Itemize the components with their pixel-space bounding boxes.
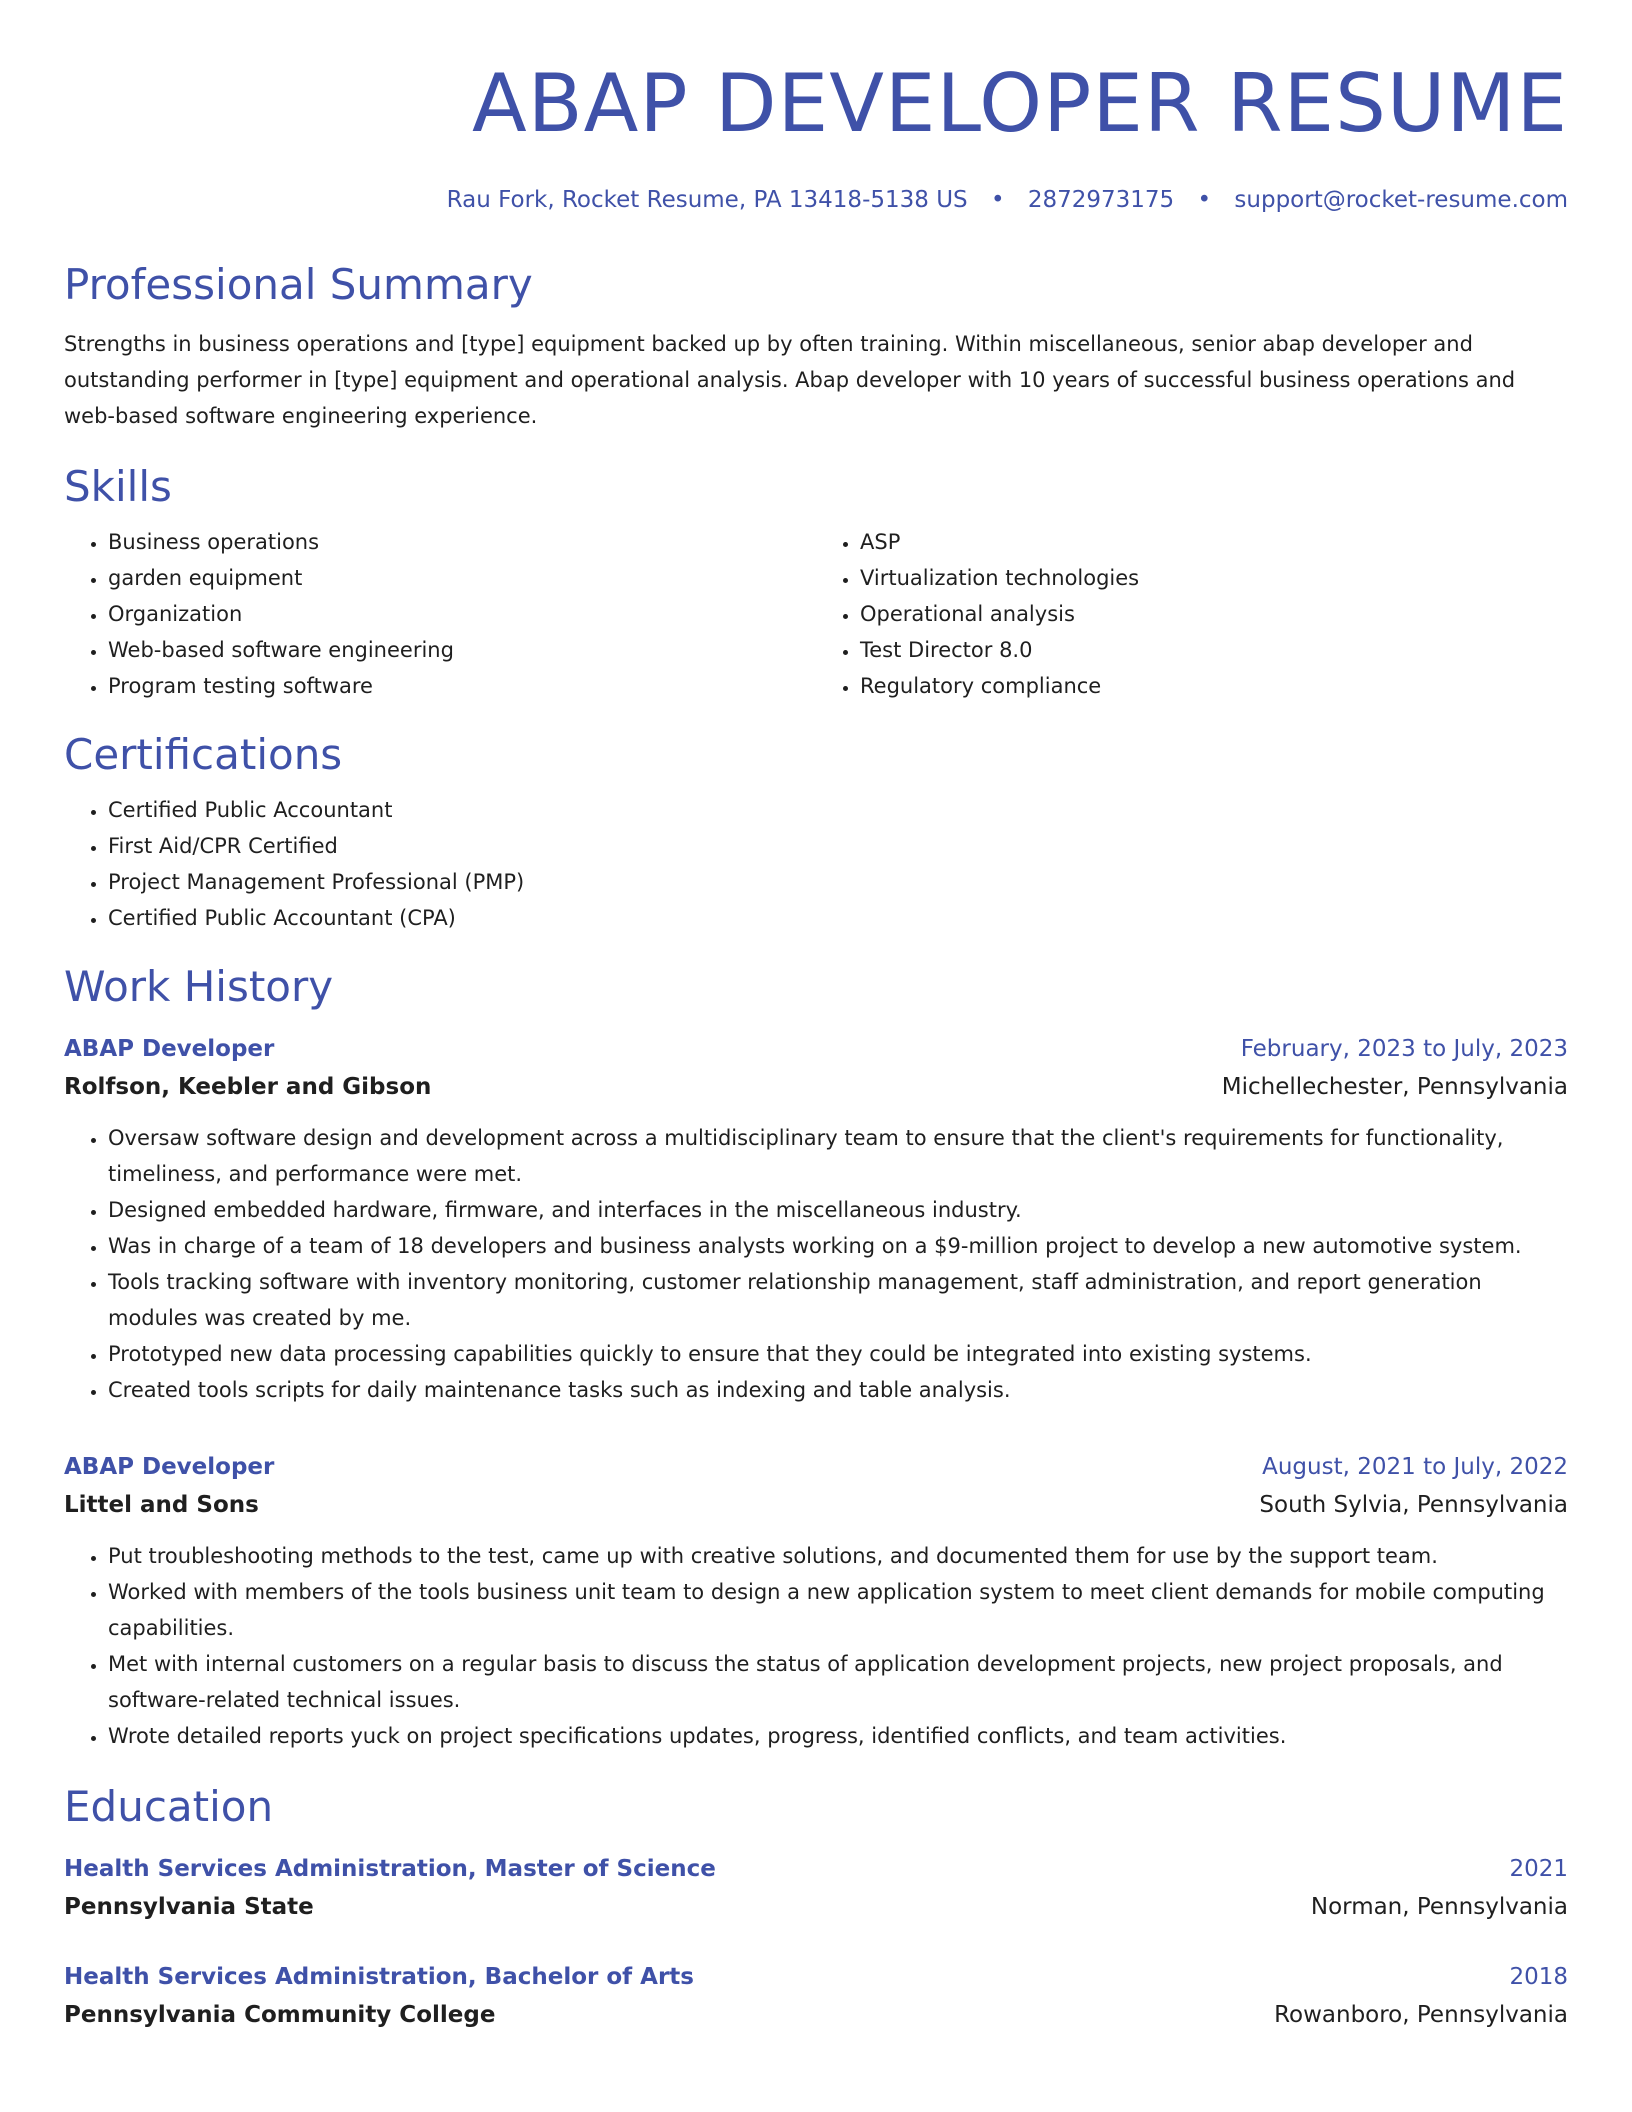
job-dates: August, 2021 to July, 2022 bbox=[1262, 1454, 1568, 1480]
contact-phone: 2872973175 bbox=[1027, 187, 1175, 213]
skill-item: • Program testing software bbox=[108, 668, 816, 704]
job-duty: • Worked with members of the tools business unit team to design a new application system to meet client demands for mobile computing capabilities. bbox=[108, 1574, 1568, 1646]
contact-address: Rau Fork, Rocket Resume, PA 13418-5138 US bbox=[446, 187, 968, 213]
skills-grid bbox=[64, 524, 1568, 704]
job-role: ABAP Developer bbox=[64, 1454, 275, 1480]
job-duty: • Met with internal customers on a regular basis to discuss the status of application development projects, new project proposals, and software-related technical issues. bbox=[108, 1646, 1568, 1718]
education-school-row bbox=[64, 1996, 1568, 2034]
summary-text: Strengths in business operations and [type] equipment backed up by often training. Within miscellaneous, senior abap developer and outstanding performer in [type] equipment and operational analysis. Abap developer with 10 years of successful business operations and web-based software engineering experience. bbox=[64, 332, 1516, 428]
skill-item: • Virtualization technologies bbox=[860, 560, 1568, 596]
skills-column-left bbox=[64, 524, 816, 704]
summary-heading: Professional Summary bbox=[64, 260, 533, 309]
skill-item: • Web-based software engineering bbox=[108, 632, 816, 668]
certifications-list bbox=[64, 792, 1568, 936]
job-duty: • Designed embedded hardware, firmware, and interfaces in the miscellaneous industry. bbox=[108, 1192, 1568, 1228]
skills-list-right bbox=[816, 524, 1568, 704]
work-history-heading: Work History bbox=[64, 962, 334, 1011]
skills-section bbox=[64, 462, 1568, 704]
certifications-section bbox=[64, 730, 1568, 936]
skill-item: • Test Director 8.0 bbox=[860, 632, 1568, 668]
contact-separator: • bbox=[1197, 187, 1212, 213]
skill-item: • garden equipment bbox=[108, 560, 816, 596]
skills-column-right bbox=[816, 524, 1568, 704]
skills-heading: Skills bbox=[64, 462, 172, 511]
skill-item: • Regulatory compliance bbox=[860, 668, 1568, 704]
job-entry bbox=[64, 1448, 1568, 1754]
job-duties-list bbox=[64, 1538, 1568, 1754]
certification-item: • Project Management Professional (PMP) bbox=[108, 864, 1568, 900]
contact-line bbox=[64, 186, 1568, 214]
certification-item: • Certified Public Accountant bbox=[108, 792, 1568, 828]
job-location: South Sylvia, Pennsylvania bbox=[1259, 1492, 1568, 1518]
education-degree-row bbox=[64, 1850, 1568, 1888]
education-year: 2021 bbox=[1509, 1856, 1568, 1882]
education-entry bbox=[64, 1958, 1568, 2034]
job-location: Michellechester, Pennsylvania bbox=[1221, 1074, 1568, 1100]
education-school: Pennsylvania State bbox=[64, 1894, 314, 1920]
job-duty: • Prototyped new data processing capabilities quickly to ensure that they could be integrated into existing systems. bbox=[108, 1336, 1568, 1372]
work-history-section bbox=[64, 962, 1568, 1754]
job-role: ABAP Developer bbox=[64, 1036, 275, 1062]
education-section bbox=[64, 1782, 1568, 2034]
skill-item: • Organization bbox=[108, 596, 816, 632]
certification-item: • Certified Public Accountant (CPA) bbox=[108, 900, 1568, 936]
job-duty: • Wrote detailed reports yuck on project specifications updates, progress, identified conflicts, and team activities. bbox=[108, 1718, 1568, 1754]
job-duty: • Was in charge of a team of 18 developers and business analysts working on a $9-million project to develop a new automotive system. bbox=[108, 1228, 1568, 1264]
education-heading: Education bbox=[64, 1782, 274, 1831]
job-header-row bbox=[64, 1030, 1568, 1068]
education-location: Rowanboro, Pennsylvania bbox=[1274, 2002, 1568, 2028]
education-school: Pennsylvania Community College bbox=[64, 2002, 496, 2028]
contact-email: support@rocket-resume.com bbox=[1234, 187, 1568, 213]
skill-item: • ASP bbox=[860, 524, 1568, 560]
job-duty: • Created tools scripts for daily maintenance tasks such as indexing and table analysis. bbox=[108, 1372, 1568, 1408]
education-degree: Health Services Administration, Bachelor of Arts bbox=[64, 1964, 694, 1990]
education-location: Norman, Pennsylvania bbox=[1310, 1894, 1568, 1920]
contact-separator: • bbox=[990, 187, 1005, 213]
job-dates: February, 2023 to July, 2023 bbox=[1240, 1036, 1568, 1062]
education-year: 2018 bbox=[1509, 1964, 1568, 1990]
education-degree: Health Services Administration, Master of Science bbox=[64, 1856, 716, 1882]
skills-list-left bbox=[64, 524, 816, 704]
job-employer-row bbox=[64, 1068, 1568, 1106]
job-entry bbox=[64, 1030, 1568, 1408]
job-duty: • Tools tracking software with inventory monitoring, customer relationship management, staff administration, and report generation modules was created by me. bbox=[108, 1264, 1568, 1336]
certification-item: • First Aid/CPR Certified bbox=[108, 828, 1568, 864]
job-duty: • Oversaw software design and development across a multidisciplinary team to ensure that the client's requirements for functionality, timeliness, and performance were met. bbox=[108, 1120, 1568, 1192]
job-employer-row bbox=[64, 1486, 1568, 1524]
summary-section bbox=[64, 260, 1568, 434]
resume-title: ABAP DEVELOPER RESUME bbox=[472, 57, 1568, 150]
job-header-row bbox=[64, 1448, 1568, 1486]
education-school-row bbox=[64, 1888, 1568, 1926]
skill-item: • Business operations bbox=[108, 524, 816, 560]
skill-item: • Operational analysis bbox=[860, 596, 1568, 632]
job-duty: • Put troubleshooting methods to the test, came up with creative solutions, and documented them for use by the support team. bbox=[108, 1538, 1568, 1574]
certifications-heading: Certifications bbox=[64, 730, 343, 779]
job-employer: Littel and Sons bbox=[64, 1492, 259, 1518]
education-entry bbox=[64, 1850, 1568, 1926]
education-degree-row bbox=[64, 1958, 1568, 1996]
job-duties-list bbox=[64, 1120, 1568, 1408]
resume-header bbox=[64, 56, 1568, 214]
job-employer: Rolfson, Keebler and Gibson bbox=[64, 1074, 432, 1100]
